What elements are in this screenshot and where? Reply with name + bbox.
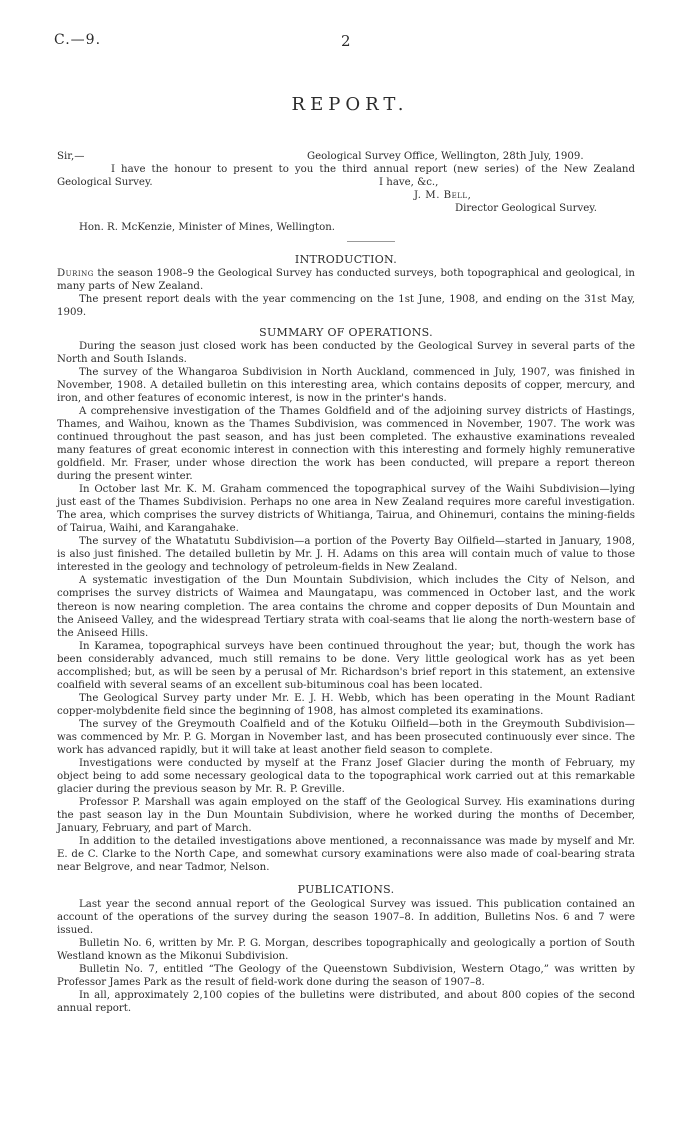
letter-addressee: Hon. R. McKenzie, Minister of Mines, Wellington. xyxy=(79,222,336,234)
introduction-paragraph-1-text: the season 1908–9 the Geological Survey has conducted surveys, both topographical and geological, in many parts of New Zealand. xyxy=(57,268,635,293)
letter-sign-title: Director Geological Survey. xyxy=(455,203,597,215)
introduction-paragraph-2: The present report deals with the year commencing on the 1st June, 1908, and ending on the 31st May, 1909. xyxy=(57,294,635,319)
publications-paragraph: Last year the second annual report of the Geological Survey was issued. This publication contained an account of the operations of the survey during the season 1907–8. In addition, Bulletins Nos. 6 and 7 were issued. xyxy=(57,898,635,936)
summary-paragraph: The survey of the Greymouth Coalfield and of the Kotuku Oilfield—both in the Greymouth Subdivision—was commenced by Mr. P. G. Morgan in November last, and has been prosecuted continuously ever since. The work has advanced rapidly, but it will take at least another field season to complete. xyxy=(57,718,635,757)
letter-sign-title-row xyxy=(57,202,635,215)
summary-paragraph: In addition to the detailed investigations above mentioned, a reconnaissance was made by myself and Mr. E. de C. Clarke to the North Cape, and somewhat cursory examinations were also made of coal-bearing strata near Belgrove, and near Tadmor, Nelson. xyxy=(57,836,635,874)
summary-paragraph: The Geological Survey party under Mr. E. J. H. Webb, which has been operating in the Mount Radiant copper-molybdenite field since the beginning of 1908, has almost completed its examinations. xyxy=(57,692,635,717)
report-body xyxy=(57,150,635,1015)
summary-paragraph: In October last Mr. K. M. Graham commenced the topographical survey of the Waihi Subdivision—lying just east of the Thames Subdivision. Perhaps no one area in New Zealand requires more careful investigation. The area, which comprises the survey districts of Whitianga, Tairua, and Ohinemuri, contains the mining-fields of Tairua, Waihi, and Karangahake. xyxy=(57,484,635,535)
publications-heading: PUBLICATIONS. xyxy=(297,883,395,897)
letter-dateline-row xyxy=(57,150,635,163)
publications-paragraph: Bulletin No. 7, entitled “The Geology of the Queenstown Subdivision, Western Otago,” was written by Professor James Park as the result of field-work done during the season of 1907–8. xyxy=(57,963,635,988)
summary-paragraph: A systematic investigation of the Dun Mountain Subdivision, which includes the City of Nelson, and comprises the survey districts of Waimea and Maungatapu, was commenced in October last, and the work thereon is now nearing completion. The area contains the chrome and copper deposits of Dun Mountain and the Aniseed Valley, and the widespread Tertiary strata with coal-seams that lie along the north-western base of the Aniseed Hills. xyxy=(57,575,635,639)
letter-dateline: Geological Survey Office, Wellington, 28th July, 1909. xyxy=(307,151,584,162)
letter-addressee-row xyxy=(57,221,635,234)
letter-salutation: Sir,— xyxy=(57,151,85,162)
letter-closing-row xyxy=(57,176,635,189)
introduction-lead-word: During xyxy=(57,268,94,280)
letter-body-line1: I have the honour to present to you the third annual report (new series) of the New Zealand xyxy=(111,164,635,176)
page-header xyxy=(54,32,644,52)
letter-body-line2: Geological Survey. xyxy=(57,177,153,189)
introduction-paragraph-1 xyxy=(57,267,635,293)
section-divider xyxy=(347,241,395,242)
summary-paragraph: In Karamea, topographical surveys have been continued throughout the year; but, though the work has been considerably advanced, much still remains to be done. Very little geological work has as yet been accomplished; but, as will be seen by a perusal of Mr. Richardson's brief report in this statement, an extensive coalfield with several seams of an excellent sub-bituminous coal has been located. xyxy=(57,640,635,691)
letter-closing: I have, &c., xyxy=(379,177,439,189)
summary-heading: SUMMARY OF OPERATIONS. xyxy=(259,325,433,339)
publications-paragraph: In all, approximately 2,100 copies of the bulletins were distributed, and about 800 copies of the second annual report. xyxy=(57,989,635,1014)
document-code: C.—9. xyxy=(54,32,102,48)
summary-paragraph: Investigations were conducted by myself at the Franz Josef Glacier during the month of February, my object being to add some necessary geological data to the topographical work carried out at this remarkable glacier during the previous season by Mr. R. P. Greville. xyxy=(57,758,635,796)
report-title: REPORT. xyxy=(291,94,409,115)
summary-paragraph: A comprehensive investigation of the Thames Goldfield and of the adjoining survey districts of Hastings, Thames, and Waihou, known as the Thames Subdivision, was commenced in November, 1907. The work was continued throughout the past season, and has just been completed. The exhaustive examinations revealed many features of great economic interest in connection with this interesting and formely highly remunerative goldfield. Mr. Fraser, under whose direction the work has been conducted, will prepare a report thereon during the present winter. xyxy=(57,405,635,483)
summary-paragraph: The survey of the Whatatutu Subdivision—a portion of the Poverty Bay Oilfield—started in January, 1908, is also just finished. The detailed bulletin by Mr. J. H. Adams on this area will contain much of value to those interested in the geology and technology of petroleum-fields in New Zealand. xyxy=(57,536,635,574)
letter-signature: J. M. Bell, xyxy=(414,190,472,202)
summary-paragraph: The survey of the Whangaroa Subdivision in North Auckland, commenced in July, 1907, was finished in November, 1908. A detailed bulletin on this interesting area, which contains deposits of copper, mercury, and iron, and other features of economic interest, is now in the printer's hands. xyxy=(57,366,635,404)
introduction-heading: INTRODUCTION. xyxy=(294,253,398,267)
summary-paragraph: Professor P. Marshall was again employed on the staff of the Geological Survey. His examinations during the past season lay in the Dun Mountain Subdivision, where he worked during the months of December, January, February, and part of March. xyxy=(57,797,635,835)
publications-paragraph: Bulletin No. 6, written by Mr. P. G. Morgan, describes topographically and geologically a portion of South Westland known as the Mikonui Subdivision. xyxy=(57,937,635,962)
page-number: 2 xyxy=(341,32,351,50)
summary-paragraph: During the season just closed work has been conducted by the Geological Survey in several parts of the North and South Islands. xyxy=(57,340,635,365)
letter-signature-row xyxy=(57,189,635,202)
